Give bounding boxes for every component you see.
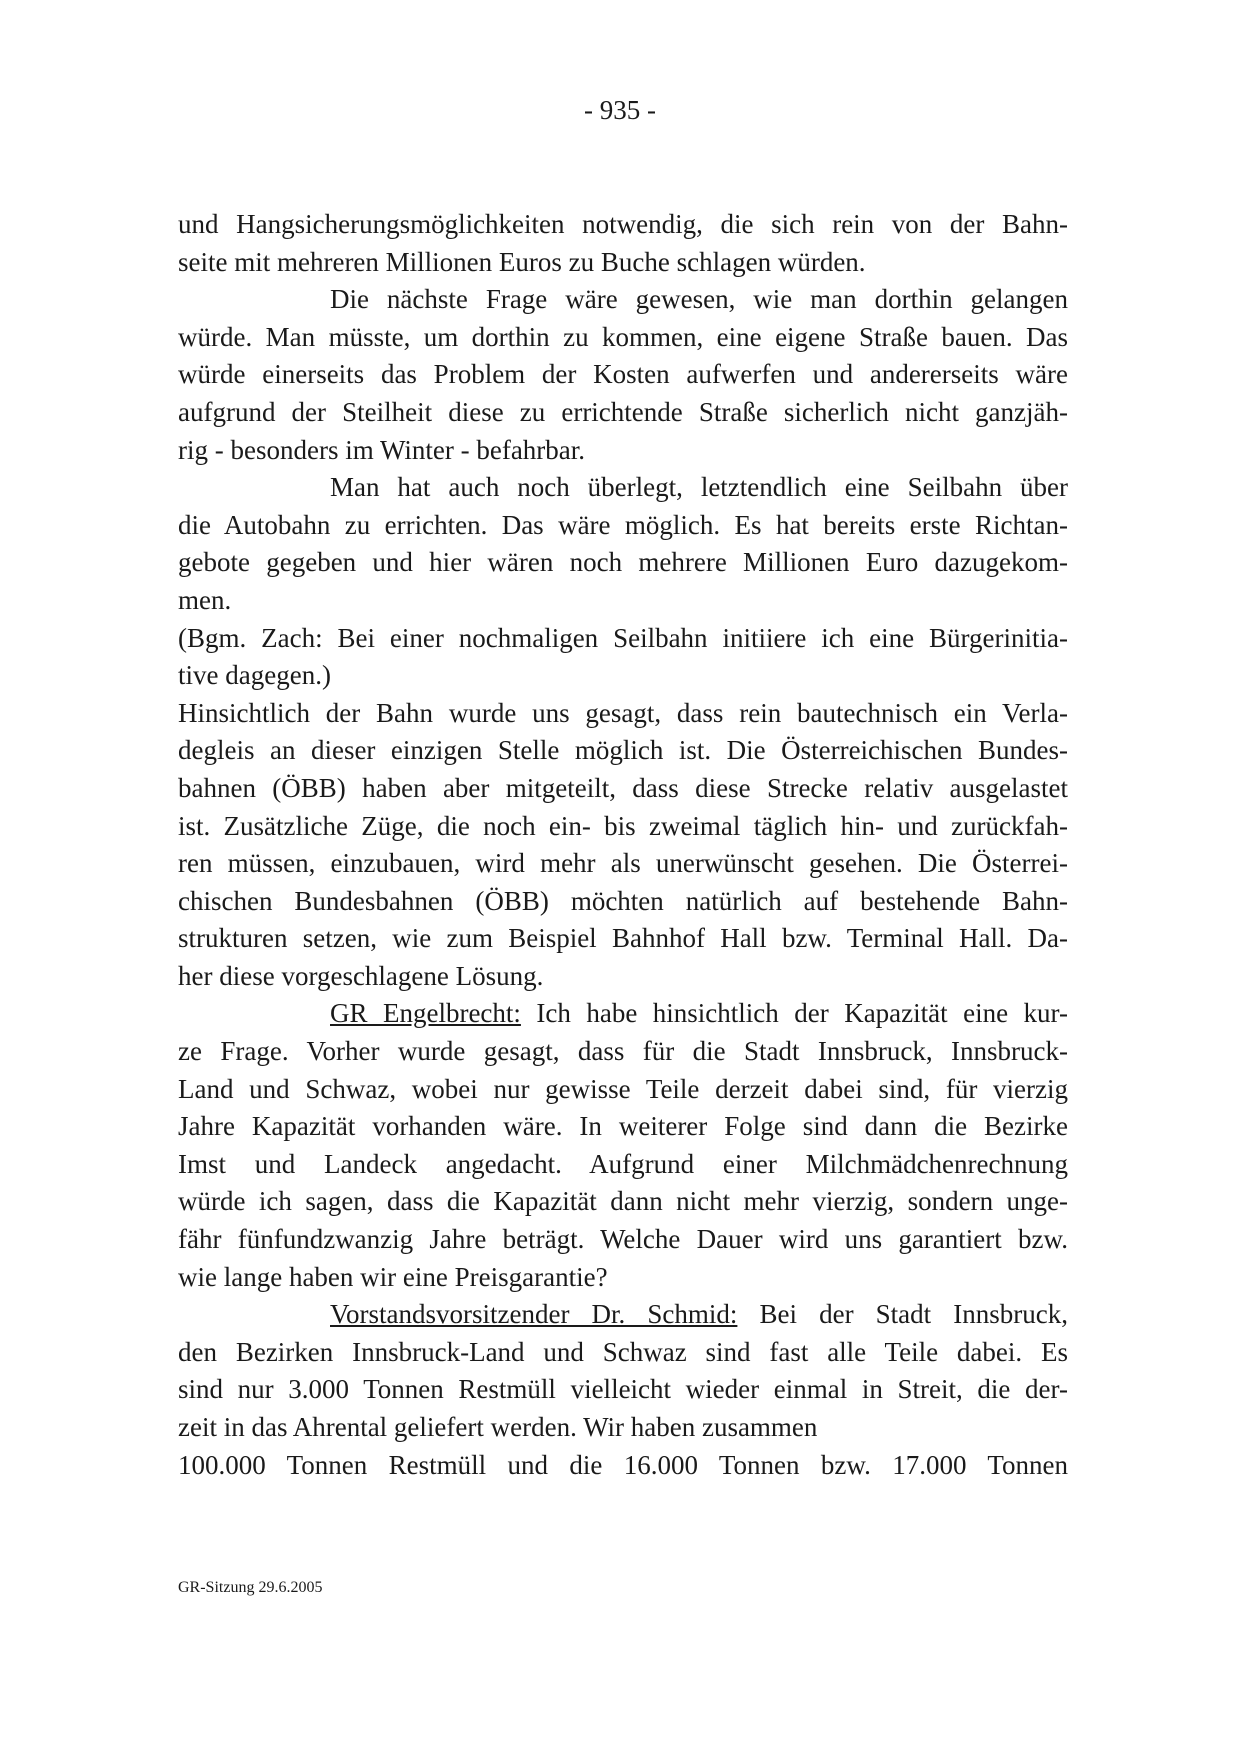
text-line (178, 507, 1068, 545)
line-text: würde ich sagen, dass die Kapazität dann nicht mehr vierzig, sondern unge- (178, 1186, 1068, 1217)
line-text: gebote gegeben und hier wären noch mehrere Millionen Euro dazugekom- (178, 547, 1068, 578)
text-line (178, 1108, 1068, 1146)
text-line (178, 582, 1068, 620)
line-text: tive dagegen.) (178, 660, 331, 691)
line-text: her diese vorgeschlagene Lösung. (178, 960, 544, 991)
line-text: degleis an dieser einzigen Stelle möglich ist. Die Österreichischen Bundes- (178, 735, 1068, 766)
text-line (178, 1183, 1068, 1221)
line-text: zeit in das Ahrental geliefert werden. Wir haben zusammen (178, 1412, 818, 1442)
line-text: 100.000 Tonnen Restmüll und die 16.000 Tonnen bzw. 17.000 Tonnen (178, 1449, 1068, 1480)
line-text: strukturen setzen, wie zum Beispiel Bahnhof Hall bzw. Terminal Hall. Da- (178, 923, 1068, 954)
text-line (178, 1447, 1068, 1485)
line-text: wie lange haben wir eine Preisgarantie? (178, 1261, 608, 1292)
text-line (178, 845, 1068, 883)
line-text: ist. Zusätzliche Züge, die noch ein- bis zweimal täglich hin- und zurückfah- (178, 810, 1068, 841)
line-text: würde einerseits das Problem der Kosten aufwerfen und andererseits wäre (178, 359, 1068, 390)
text-line (178, 319, 1068, 357)
line-text: Ich habe hinsichtlich der Kapazität eine kur- (520, 998, 1068, 1029)
line-text: und Hangsicherungsmöglichkeiten notwendig, die sich rein von der Bahn- (178, 209, 1068, 239)
text-line (178, 1071, 1068, 1109)
text-line (178, 206, 1068, 244)
text-line (178, 695, 1068, 733)
text-line (178, 1146, 1068, 1184)
text-line (178, 432, 1068, 470)
speaker-name: GR Engelbrecht: (330, 998, 521, 1029)
line-text: bahnen (ÖBB) haben aber mitgeteilt, dass diese Strecke relativ ausgelastet (178, 772, 1068, 803)
body-text (178, 206, 1068, 1484)
text-line (178, 770, 1068, 808)
text-line (178, 657, 1068, 695)
line-text: rig - besonders im Winter - befahrbar. (178, 434, 586, 465)
line-text: men. (178, 584, 232, 615)
text-line (178, 920, 1068, 958)
text-line (178, 1334, 1068, 1372)
line-text: Hinsichtlich der Bahn wurde uns gesagt, dass rein bautechnisch ein Verla- (178, 697, 1068, 728)
text-line (178, 394, 1068, 432)
text-line (178, 1033, 1068, 1071)
text-line (178, 1371, 1068, 1409)
speaker-name: Vorstandsvorsitzender Dr. Schmid: (330, 1299, 738, 1330)
text-line (178, 1409, 1068, 1447)
line-text: chischen Bundesbahnen (ÖBB) möchten natürlich auf bestehende Bahn- (178, 885, 1068, 916)
line-text: Land und Schwaz, wobei nur gewisse Teile derzeit dabei sind, für vierzig (178, 1073, 1068, 1104)
line-text: ren müssen, einzubauen, wird mehr als unerwünscht gesehen. Die Österrei- (178, 848, 1068, 879)
text-line (178, 281, 1068, 319)
line-text: Bei der Stadt Innsbruck, (737, 1299, 1068, 1330)
text-line (178, 1259, 1068, 1297)
line-text: fähr fünfundzwanzig Jahre beträgt. Welche Dauer wird uns garantiert bzw. (178, 1224, 1068, 1255)
text-line (178, 958, 1068, 996)
text-line (178, 808, 1068, 846)
text-line (178, 1221, 1068, 1259)
line-text: würde. Man müsste, um dorthin zu kommen, eine eigene Straße bauen. Das (178, 321, 1068, 352)
text-line (178, 244, 1068, 282)
text-line (178, 356, 1068, 394)
line-text: Man hat auch noch überlegt, letztendlich eine Seilbahn über (330, 472, 1068, 503)
text-line (178, 620, 1068, 658)
line-text: (Bgm. Zach: Bei einer nochmaligen Seilbahn initiiere ich eine Bürgerinitia- (178, 622, 1068, 653)
page-number: - 935 - (584, 95, 656, 125)
text-line (178, 469, 1068, 507)
text-line (178, 995, 1068, 1033)
line-text: seite mit mehreren Millionen Euros zu Buche schlagen würden. (178, 246, 866, 277)
line-text: sind nur 3.000 Tonnen Restmüll vielleicht wieder einmal in Streit, die der- (178, 1374, 1068, 1405)
line-text: den Bezirken Innsbruck-Land und Schwaz sind fast alle Teile dabei. Es (178, 1336, 1068, 1367)
text-line (178, 732, 1068, 770)
line-text: Jahre Kapazität vorhanden wäre. In weiterer Folge sind dann die Bezirke (178, 1111, 1068, 1142)
text-line (178, 883, 1068, 921)
line-text: aufgrund der Steilheit diese zu errichtende Straße sicherlich nicht ganzjäh- (178, 396, 1068, 427)
line-text: ze Frage. Vorher wurde gesagt, dass für die Stadt Innsbruck, Innsbruck- (178, 1036, 1068, 1067)
footer-session-date: GR-Sitzung 29.6.2005 (178, 1579, 323, 1596)
line-text: Die nächste Frage wäre gewesen, wie man dorthin gelangen (330, 284, 1068, 315)
text-line (178, 1296, 1068, 1334)
line-text: die Autobahn zu errichten. Das wäre möglich. Es hat bereits erste Richtan- (178, 509, 1068, 540)
text-line (178, 544, 1068, 582)
line-text: Imst und Landeck angedacht. Aufgrund einer Milchmädchenrechnung (178, 1148, 1068, 1179)
